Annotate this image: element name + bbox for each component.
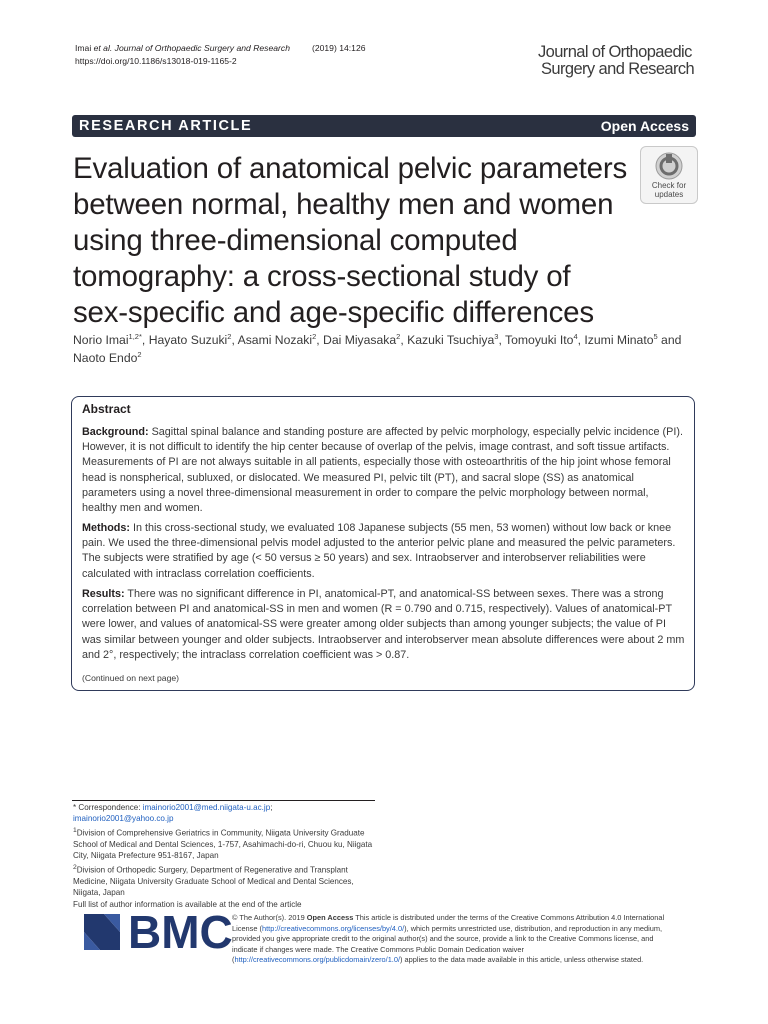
citation-year: (2019) 14:126: [311, 43, 366, 53]
check-updates-line1: Check for: [651, 181, 687, 190]
author[interactable]: Dai Miyasaka$^2$: [323, 331, 401, 347]
abstract-background: [82, 425, 686, 516]
journal-logo: [538, 44, 694, 78]
license-open-access: Open Access: [306, 913, 354, 922]
footnote: [73, 802, 383, 910]
citation-authors: Imai: [75, 43, 94, 53]
bmc-logo-text: BMC: [128, 906, 233, 958]
author[interactable]: Kazuki Tsuchiya$^3$: [407, 331, 499, 347]
title-line: sex-specific and age-specific differences: [73, 296, 594, 329]
methods-text: In this cross-sectional study, we evaluated 108 Japanese subjects (55 men, 53 women) without low back or knee pain. We used the three-dimensional pelvis model adjusted to the anterior pelvic plane and measured the pelvic parameters. The subjects were stratified by age (< 50 versus ≥ 50 years) and sex. Intraobserver and interobserver reliabilities were calculated with intraclass correlation coefficients.: [82, 522, 676, 580]
abstract-heading: Abstract: [82, 402, 131, 416]
check-updates-line2: updates: [654, 190, 684, 199]
journal-logo-line1: Journal of Orthopaedic: [538, 43, 692, 61]
correspondence-email-1[interactable]: imainorio2001@med.niigata-u.ac.jp: [142, 803, 271, 812]
abstract-methods: [82, 521, 686, 582]
results-label: Results:: [82, 588, 125, 600]
check-for-updates-badge[interactable]: [640, 146, 698, 204]
affiliation-2-text: Division of Orthopedic Surgery, Department of Regenerative and Transplant Medicine, Niigata University Graduate School of Medical and Dental Sciences, Niigata, Japan: [73, 865, 354, 898]
correspondence-label: * Correspondence:: [73, 803, 143, 812]
citation-line: [75, 42, 366, 55]
license-link-1[interactable]: http://creativecommons.org/licenses/by/4.0/: [262, 923, 405, 933]
methods-label: Methods:: [82, 522, 130, 534]
title-line: Evaluation of anatomical pelvic parameters: [73, 152, 628, 185]
abstract-results: [82, 587, 686, 663]
footnote-divider: [72, 800, 375, 801]
results-text: There was no significant difference in PI, anatomical-PT, and anatomical-SS between sexes. There was a strong correlation between PI and anatomical-SS in men and women (R = 0.790 and 0.715, respectively). Values of anatomical-PT were lower, and values of anatomical-SS were greater among older subjects than among younger subjects; the value of PI was similar between younger and older subjects. Intraobserver and interobserver mean absolute differences were about 2 mm and 2°, respectively; the intraclass correlation coefficient was > 0.87.: [82, 588, 685, 661]
author[interactable]: Asami Nozaki$^2$: [237, 331, 317, 347]
license-link-2[interactable]: http://creativecommons.org/publicdomain/zero/1.0/: [234, 955, 401, 965]
article-title: [73, 151, 633, 331]
affiliation-1: [73, 825, 383, 862]
affiliation-2-num: 2: [73, 863, 77, 871]
title-line: using three-dimensional computed: [73, 224, 518, 257]
affiliation-2: [73, 862, 383, 899]
citation-etal: et al.: [93, 43, 113, 53]
correspondence: [73, 802, 383, 813]
author[interactable]: Tomoyuki Ito$^4$: [505, 331, 578, 347]
bmc-logo-mark-icon: [84, 914, 120, 950]
background-text: Sagittal spinal balance and standing posture are affected by pelvic morphology, especially pelvic incidence (PI). However, it is not difficult to identify the hip center because of overlap of the pelvis, image contrast, and soft tissue artifacts. Measurements of PI are not always suitable in all patients, especially those with osteoarthritis of the hip joint whose femoral head is nonspherical, subluxed, or dislocated. We measured PI, pelvic tilt (PT), and sacral slope (SS) as anatomical parameters using a novel three-dimensional measurement in order to compare the pelvic morphology between normal, healthy men and women.: [82, 426, 683, 515]
full-list-note: Full list of author information is available at the end of the article: [73, 899, 302, 909]
license-text-2: ), which permits unrestricted use, distribution, and reproduction in any medium, provided you give appropriate credit to the original author(s) and the source, provide a link to the Creative Commons license, and indicate if changes were made. The Creative Commons Public Domain Dedication waiver (: [232, 923, 663, 965]
doi-link[interactable]: https://doi.org/10.1186/s13018-019-1165-2: [75, 56, 237, 66]
author[interactable]: Izumi Minato$^5$: [584, 331, 658, 347]
continued-note: (Continued on next page): [82, 673, 179, 683]
title-line: between normal, healthy men and women: [73, 188, 614, 221]
correspondence-separator: ;: [270, 803, 273, 812]
journal-logo-line2: Surgery and Research: [541, 60, 695, 78]
correspondence-email-2[interactable]: imainorio2001@yahoo.co.jp: [73, 814, 174, 824]
author[interactable]: Norio Imai$^{1,2*}$: [73, 331, 142, 347]
check-updates-icon: [654, 151, 684, 181]
article-type-label: RESEARCH ARTICLE: [79, 118, 253, 134]
license-prefix: © The Author(s). 2019: [232, 913, 307, 922]
author[interactable]: Hayato Suzuki$^2$: [148, 331, 232, 347]
license-text-3: ) applies to the data made available in this article, unless otherwise stated.: [400, 955, 644, 965]
affiliation-1-num: 1: [73, 826, 77, 834]
check-updates-text: [641, 181, 697, 199]
open-access-label: Open Access: [600, 118, 689, 134]
license-text-1: This article is distributed under the terms of the Creative Commons Attribution 4.0 International License (: [232, 913, 665, 933]
running-header: [75, 42, 366, 68]
author-list: Norio Imai$^{1,2*}$, Hayato Suzuki$^2$, Asami Nozaki$^2$, Dai Miyasaka$^2$, Kazuki Tsuchiya$^3$, Tomoyuki Ito$^4$, Izumi Minato$^5$ and Naoto Endo$^2$: [73, 331, 682, 365]
title-line: tomography: a cross-sectional study of: [73, 260, 571, 293]
author[interactable]: Naoto Endo$^2$: [73, 349, 142, 365]
affiliation-1-text: Division of Comprehensive Geriatrics in Community, Niigata University Graduate School of Medical and Dental Sciences, 1-757, Asahimachi-do-ri, Chuou ku, Niigata City, Niigata Prefecture 951-8167, Japan: [73, 828, 373, 861]
background-label: Background:: [82, 426, 149, 438]
citation-journal: Journal of Orthopaedic Surgery and Research: [112, 43, 290, 53]
license-text: [232, 913, 677, 966]
